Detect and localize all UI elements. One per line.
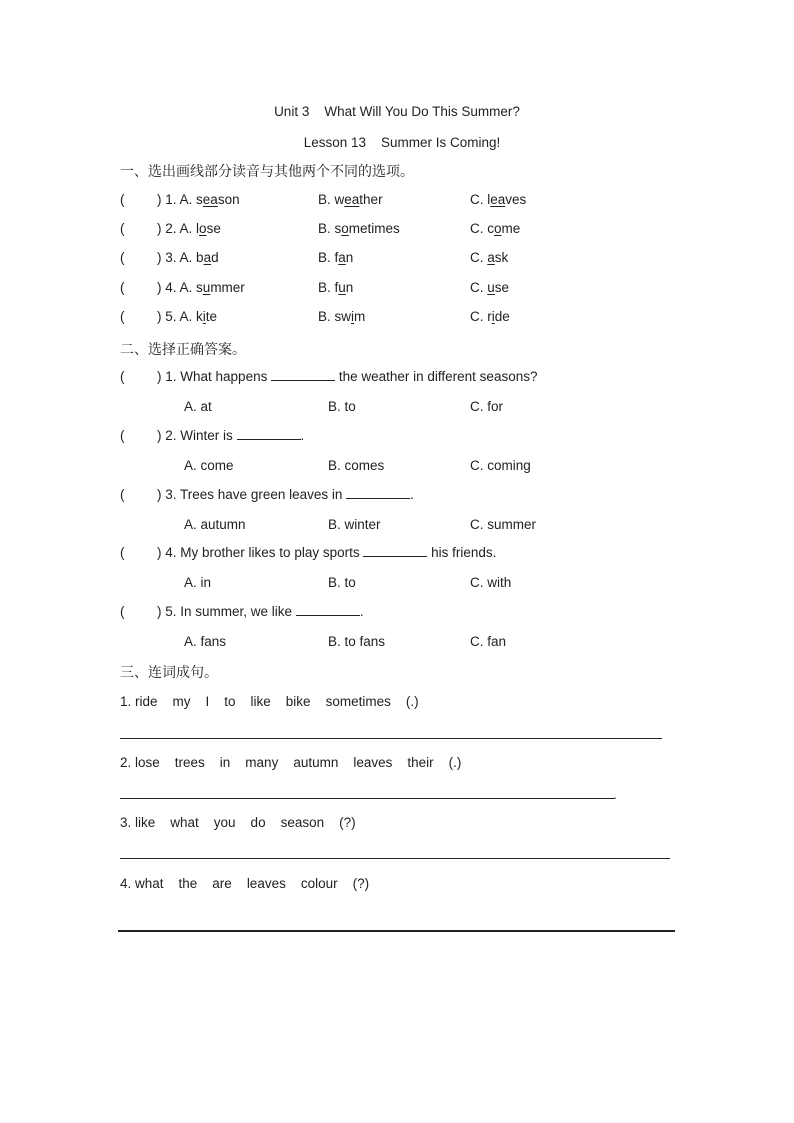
s1-answer-slot[interactable] — [130, 280, 156, 296]
question-number: 2. A. — [165, 221, 197, 236]
unit-name: What Will You Do This Summer? — [324, 104, 520, 119]
underlined-part: i — [351, 309, 355, 324]
underlined-part: ea — [490, 192, 506, 207]
word-part: C. — [470, 250, 488, 265]
question-number: 3. A. — [165, 250, 197, 265]
s2-answer-slot[interactable] — [130, 545, 156, 561]
unit-number: Unit 3 — [274, 104, 310, 119]
s2-option-a[interactable]: A. fans — [184, 634, 227, 649]
word-part: B. sw — [318, 309, 352, 324]
close-paren: ) — [157, 428, 162, 443]
underlined-part: a — [487, 250, 495, 265]
underlined-part: i — [202, 309, 206, 324]
word-part: ther — [359, 192, 383, 207]
word-part: mmer — [210, 280, 245, 295]
unit-title — [0, 104, 794, 119]
word-part: se — [494, 280, 510, 295]
answer-line-2[interactable] — [120, 798, 614, 799]
close-paren: ) — [157, 250, 162, 265]
s2-open-paren: ( — [120, 487, 125, 502]
close-paren: ) — [157, 221, 162, 236]
s1-option-c — [470, 192, 526, 207]
underlined-part: o — [341, 221, 349, 236]
s1-option-a — [157, 309, 217, 324]
fill-blank[interactable] — [296, 615, 360, 616]
word-part: sk — [494, 250, 509, 265]
s2-question — [157, 428, 304, 443]
question-text-end: his friends. — [427, 545, 497, 560]
s2-question — [157, 604, 364, 619]
s1-open-paren: ( — [120, 280, 125, 295]
fill-blank[interactable] — [346, 498, 410, 499]
s1-option-c — [470, 221, 520, 236]
s1-open-paren: ( — [120, 250, 125, 265]
answer-line-4[interactable] — [118, 930, 675, 932]
underlined-part: a — [203, 250, 212, 265]
underlined-part: o — [199, 221, 207, 236]
s2-answer-slot[interactable] — [130, 428, 156, 444]
word-part: l — [196, 221, 200, 236]
s1-open-paren: ( — [120, 309, 125, 324]
underlined-part: ea — [202, 192, 218, 207]
s1-answer-slot[interactable] — [130, 221, 156, 237]
word-part: de — [494, 309, 510, 324]
s2-answer-slot[interactable] — [130, 487, 156, 503]
s2-option-c[interactable]: C. coming — [470, 458, 531, 473]
s2-open-paren: ( — [120, 369, 125, 384]
word-part: me — [501, 221, 521, 236]
s1-option-b — [318, 221, 400, 236]
s1-option-b — [318, 250, 353, 265]
question-text: 4. My brother likes to play sports — [165, 545, 364, 560]
question-text-end: . — [359, 604, 364, 619]
word-part: te — [205, 309, 218, 324]
s1-option-a — [157, 221, 221, 236]
fill-blank[interactable] — [271, 380, 335, 381]
word-part: n — [345, 250, 354, 265]
answer-line-1[interactable] — [120, 738, 662, 739]
s2-option-b[interactable]: B. to fans — [328, 634, 386, 649]
lesson-number: Lesson 13 — [303, 135, 366, 150]
answer-line-3[interactable] — [120, 858, 670, 859]
s2-option-a[interactable]: A. at — [184, 399, 212, 414]
underlined-part: a — [338, 250, 346, 265]
lesson-name: Summer Is Coming! — [381, 135, 501, 150]
s1-option-a — [157, 192, 240, 207]
s2-option-a[interactable]: A. come — [184, 458, 234, 473]
s1-option-c — [470, 280, 509, 295]
sentence-item-1: 1. ride my I to like bike sometimes (.) — [120, 694, 419, 709]
s2-option-c[interactable]: C. for — [470, 399, 504, 414]
word-part: C. l — [470, 192, 491, 207]
word-part: B. w — [318, 192, 345, 207]
close-paren: ) — [157, 487, 162, 502]
answer-line-2-period: . — [613, 787, 617, 802]
underlined-part: ea — [344, 192, 360, 207]
question-text: 3. Trees have green leaves in — [165, 487, 347, 502]
s1-answer-slot[interactable] — [130, 192, 156, 208]
s2-option-c[interactable]: C. fan — [470, 634, 507, 649]
s2-answer-slot[interactable] — [130, 369, 156, 385]
sentence-item-2: 2. lose trees in many autumn leaves their (.) — [120, 755, 462, 770]
s2-open-paren: ( — [120, 604, 125, 619]
s1-option-b — [318, 280, 353, 295]
fill-blank[interactable] — [237, 439, 301, 440]
close-paren: ) — [157, 280, 162, 295]
close-paren: ) — [157, 604, 162, 619]
s1-option-c — [470, 250, 508, 265]
s1-open-paren: ( — [120, 221, 125, 236]
lesson-title — [0, 135, 794, 150]
question-text-end: . — [300, 428, 305, 443]
s2-option-c[interactable]: C. with — [470, 575, 512, 590]
s2-open-paren: ( — [120, 545, 125, 560]
question-number: 4. A. — [165, 280, 197, 295]
s2-option-b[interactable]: B. comes — [328, 458, 385, 473]
section3-heading: 三、连词成句。 — [120, 665, 218, 681]
underlined-part: u — [202, 280, 211, 295]
word-part: d — [211, 250, 219, 265]
word-part: s — [196, 192, 203, 207]
word-part: m — [354, 309, 366, 324]
question-text: 5. In summer, we like — [165, 604, 296, 619]
s2-option-b[interactable]: B. to — [328, 399, 356, 414]
word-part: metimes — [348, 221, 400, 236]
fill-blank[interactable] — [363, 556, 427, 557]
sentence-item-4: 4. what the are leaves colour (?) — [120, 876, 370, 891]
s1-option-a — [157, 250, 219, 265]
word-part: B. f — [318, 250, 339, 265]
question-text-end: the weather in different seasons? — [335, 369, 538, 384]
s2-question — [157, 545, 496, 560]
s1-open-paren: ( — [120, 192, 125, 207]
word-part: C. — [470, 280, 488, 295]
s1-option-c — [470, 309, 510, 324]
underlined-part: u — [487, 280, 495, 295]
word-part: C. r — [470, 309, 492, 324]
underlined-part: u — [338, 280, 346, 295]
close-paren: ) — [157, 309, 162, 324]
sentence-item-3: 3. like what you do season (?) — [120, 815, 356, 830]
question-text: 1. What happens — [165, 369, 272, 384]
question-number: 5. A. — [165, 309, 197, 324]
word-part: C. c — [470, 221, 495, 236]
word-part: n — [345, 280, 354, 295]
close-paren: ) — [157, 192, 162, 207]
s2-question — [157, 487, 414, 502]
question-text: 2. Winter is — [165, 428, 237, 443]
word-part: ves — [505, 192, 527, 207]
section1-heading: 一、选出画线部分读音与其他两个不同的选项。 — [120, 164, 414, 180]
s1-option-b — [318, 309, 365, 324]
question-number: 1. A. — [165, 192, 197, 207]
s2-option-a[interactable]: A. in — [184, 575, 212, 590]
word-part: son — [217, 192, 240, 207]
s1-option-a — [157, 280, 245, 295]
section2-heading: 二、选择正确答案。 — [120, 342, 246, 358]
underlined-part: i — [491, 309, 495, 324]
word-part: s — [196, 280, 203, 295]
s2-option-b[interactable]: B. winter — [328, 517, 381, 532]
s1-option-b — [318, 192, 383, 207]
close-paren: ) — [157, 545, 162, 560]
s2-question — [157, 369, 537, 384]
word-part: B. s — [318, 221, 342, 236]
word-part: se — [206, 221, 221, 236]
s2-option-a[interactable]: A. autumn — [184, 517, 246, 532]
word-part: k — [196, 309, 203, 324]
close-paren: ) — [157, 369, 162, 384]
word-part: B. f — [318, 280, 339, 295]
s2-answer-slot[interactable] — [130, 604, 156, 620]
s2-open-paren: ( — [120, 428, 125, 443]
s1-answer-slot[interactable] — [130, 250, 156, 266]
question-text-end: . — [410, 487, 414, 502]
word-part: b — [196, 250, 204, 265]
s2-option-c[interactable]: C. summer — [470, 517, 537, 532]
s2-option-b[interactable]: B. to — [328, 575, 356, 590]
s1-answer-slot[interactable] — [130, 309, 156, 325]
underlined-part: o — [494, 221, 502, 236]
